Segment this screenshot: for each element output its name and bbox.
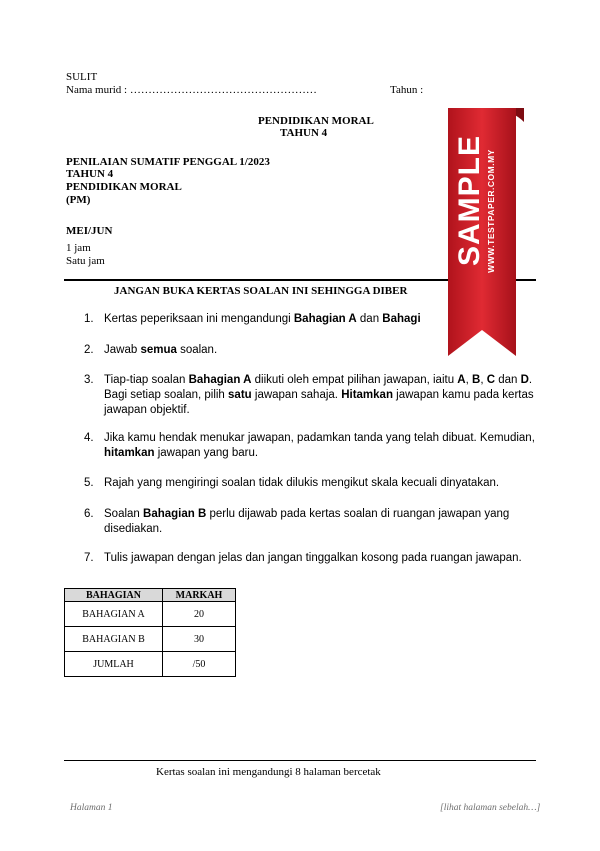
exam-duration-words: Satu jam — [66, 255, 105, 267]
instruction-number: 1. — [84, 313, 94, 325]
page-number: Halaman 1 — [70, 803, 113, 813]
instruction-number: 3. — [84, 374, 94, 386]
table-row — [65, 627, 236, 652]
warning-text: JANGAN BUKA KERTAS SOALAN INI SEHINGGA DIBER — [114, 285, 408, 297]
instruction-text: Rajah yang mengiringi soalan tidak dilukis mengikut skala kecuali dinyatakan. — [104, 477, 500, 489]
table-cell: BAHAGIAN B — [65, 627, 163, 652]
instruction-number: 6. — [84, 508, 94, 520]
column-header: MARKAH — [163, 589, 236, 602]
student-name-line: Nama murid : …………………………………………… — [66, 84, 317, 96]
instruction-text: Tulis jawapan dengan jelas dan jangan tinggalkan kosong pada ruangan jawapan. — [104, 552, 522, 564]
sample-watermark-text: SAMPLE — [453, 134, 486, 266]
instruction-item — [84, 476, 544, 492]
page-count-note: Kertas soalan ini mengandungi 8 halaman bercetak — [156, 766, 381, 778]
instruction-item — [84, 373, 544, 419]
exam-duration: 1 jam — [66, 242, 91, 254]
exam-name: PENILAIAN SUMATIF PENGGAL 1/2023 — [66, 156, 270, 168]
subject-title: PENDIDIKAN MORAL — [258, 115, 374, 127]
subject-year: TAHUN 4 — [280, 127, 328, 139]
table-row — [65, 602, 236, 627]
instruction-text: Soalan Bahagian B perlu dijawab pada kertas soalan di ruangan jawapan yang disediakan. — [104, 508, 510, 535]
instruction-text: Jawab semua soalan. — [104, 344, 218, 356]
marks-table — [64, 588, 236, 677]
exam-session: MEI/JUN — [66, 225, 113, 237]
table-cell: /50 — [163, 652, 236, 677]
table-cell: JUMLAH — [65, 652, 163, 677]
exam-year: TAHUN 4 — [66, 168, 114, 180]
next-page-hint: [lihat halaman sebelah…] — [440, 803, 541, 813]
instruction-text: Kertas peperiksaan ini mengandungi Bahagian A dan Bahagi — [104, 313, 421, 325]
table-cell: 20 — [163, 602, 236, 627]
ribbon-url: WWW.TESTPAPER.COM.MY — [486, 149, 496, 273]
instruction-item — [84, 507, 544, 539]
instruction-text: Jika kamu hendak menukar jawapan, padamkan tanda yang telah dibuat. Kemudian, hitamkan jawapan yang baru. — [104, 432, 535, 459]
year-label: Tahun : — [390, 84, 424, 96]
instruction-item — [84, 551, 544, 583]
exam-code: (PM) — [66, 194, 91, 206]
instruction-item — [84, 431, 544, 463]
column-header: BAHAGIAN — [65, 589, 163, 602]
instruction-number: 4. — [84, 432, 94, 444]
table-cell: 30 — [163, 627, 236, 652]
table-cell: BAHAGIAN A — [65, 602, 163, 627]
footer-divider — [64, 760, 536, 761]
table-row — [65, 652, 236, 677]
exam-subject: PENDIDIKAN MORAL — [66, 181, 182, 193]
instruction-number: 5. — [84, 477, 94, 489]
instruction-number: 7. — [84, 552, 94, 564]
instruction-number: 2. — [84, 344, 94, 356]
confidential-label: SULIT — [66, 71, 98, 83]
table-header-row — [65, 589, 236, 602]
instruction-text: Tiap-tiap soalan Bahagian A diikuti oleh empat pilihan jawapan, iaitu A, B, C dan D. Bagi setiap soalan, pilih satu jawapan sahaja. Hitamkan jawapan kamu pada kertas jawapan objektif. — [104, 374, 534, 416]
